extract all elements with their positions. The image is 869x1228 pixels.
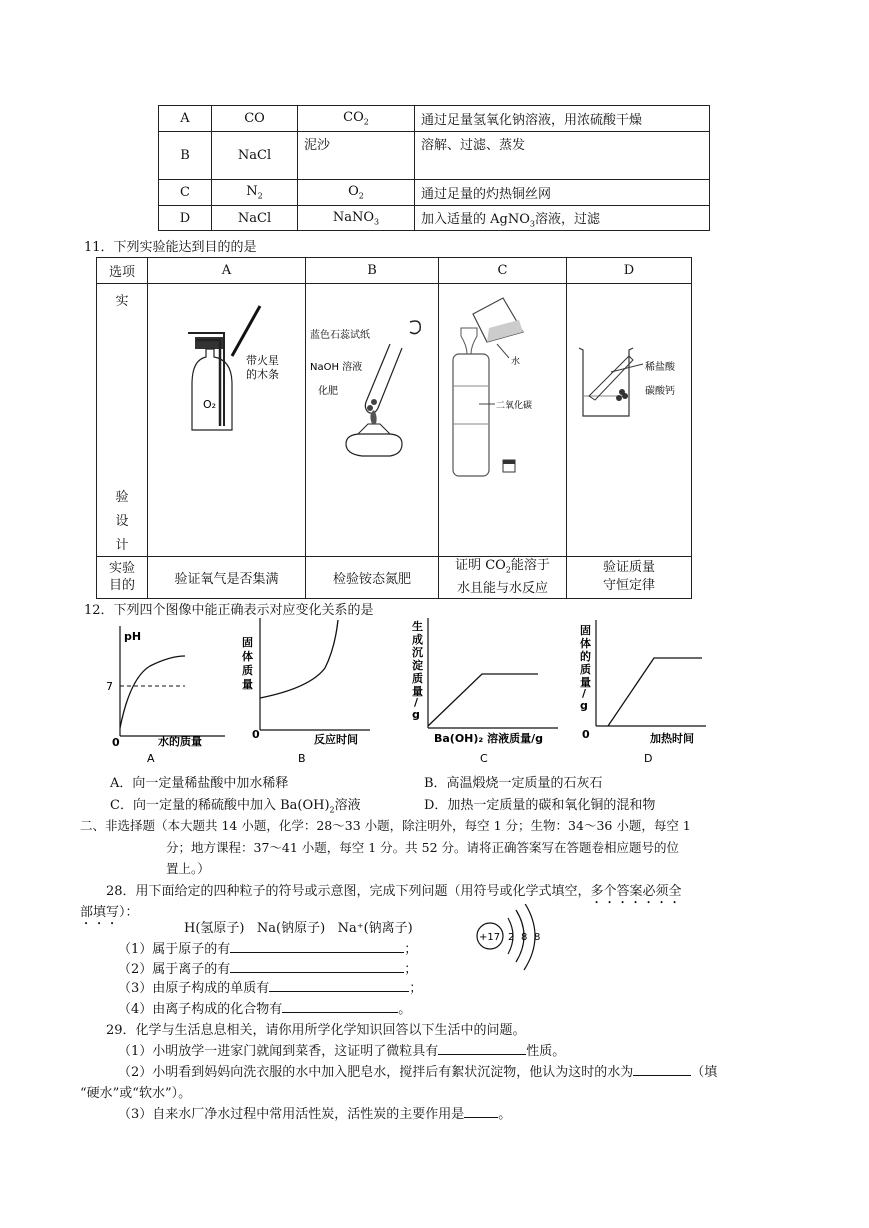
table-row [159,132,710,180]
acid-label: 稀盐酸 [645,362,675,373]
q12-option-b: B．高温煅烧一定质量的石灰石 [424,776,603,791]
purpose-label-cell [97,557,148,599]
purpose-label: 目的 [108,578,135,594]
method-cell: 溶解、过滤、蒸发 [415,132,710,180]
design-label-char: 验 [115,490,129,505]
ph7-mark: 7 [106,680,113,693]
caco3-label: 碳酸钙 [645,386,675,397]
q11-table [96,257,692,599]
answer-blank[interactable] [438,1040,526,1055]
apparatus-d [567,284,692,557]
caco3-solid [619,389,625,395]
design-label-char: 计 [115,538,129,553]
x-label: 水的质量 [158,735,202,748]
design-label-char: 实 [115,294,129,309]
impurity-text: NaNO [332,209,375,225]
plastic-bottle-figure [439,284,554,556]
y-label: 量 [580,676,591,689]
delivery-tube [196,340,220,426]
stem-emphasis: 多个答案必须全 [590,884,682,899]
table-row [97,284,692,557]
impurity-text: 泥沙 [304,138,331,153]
y-label: 量 [412,685,423,698]
table-row [97,557,692,599]
q12-option-a: A．向一定量稀盐酸中加水稀释 [110,776,289,791]
o2-label: O₂ [203,398,217,411]
purpose-d [567,557,692,599]
y-label: 体 [242,650,253,663]
impurity-sub: 2 [358,191,364,201]
y-label: 成 [412,633,423,646]
purpose-text: 验证质量 [602,560,655,576]
impurity-cell [298,180,415,206]
y-label: 体 [580,637,591,650]
q28-stem [106,880,682,907]
curve-a [120,656,185,728]
method-text: 溶液，过滤 [534,211,600,227]
impurity-sub: 2 [363,117,369,127]
impurity-sub: 3 [374,217,380,227]
q28-item-3 [118,977,422,996]
y-label: 固 [242,636,253,649]
glowing-stick [232,306,260,356]
q28-item-4 [118,998,411,1017]
y-label: 固 [580,624,591,637]
chloride-ion-diagram [472,904,552,974]
graph-letter: C [480,752,488,765]
item-text: （3）由原子构成的单质有 [118,981,270,996]
header-cell: B [306,258,439,284]
q28-item-2 [118,958,417,977]
particle-h: H(氢原子) [184,921,245,936]
item-text: 性质。 [526,1044,566,1059]
beaker-figure [567,284,689,556]
item-text: 。 [498,1107,512,1122]
option-cell: D [159,206,212,231]
substance-text: N [246,184,258,200]
q28-stem-cont [80,901,139,928]
substance-cell: NaCl [212,132,298,180]
y-label: 沉 [412,646,423,659]
option-cell: A [159,106,212,132]
substance-cell [212,180,298,206]
origin: 0 [112,736,120,749]
item-end: ； [404,942,418,957]
item-text: （1）小明放学一进家门就闻到菜香，这证明了微粒具有 [118,1044,439,1059]
impurity-cell [298,132,415,180]
curve-c [428,674,538,726]
acid-pointer [611,364,643,372]
impurity-text: CO [343,110,364,126]
answer-blank[interactable] [269,977,409,992]
gas-bottle-figure [148,284,293,556]
answer-blank[interactable] [464,1103,498,1118]
option-sub: 2 [329,805,335,815]
purpose-sub: 2 [505,565,511,575]
stick-label: 的木条 [246,368,279,381]
y-label: 质 [412,672,423,685]
shell-count: 8 [534,932,541,943]
q28-item-1 [118,938,417,957]
table-row [97,258,692,284]
particle-na-ion: Na⁺(钠离子) [337,921,413,936]
y-label: 量 [242,678,253,691]
table-row [159,206,710,231]
q11-stem: 11．下列实验能达到目的的是 [84,240,257,255]
method-sub: 3 [529,219,535,229]
table-row [159,106,710,132]
q10-table [158,105,710,231]
litmus-paper [410,321,420,334]
beaker [579,348,633,416]
header-cell: A [148,258,306,284]
origin: 0 [582,728,590,741]
item-end: ； [409,981,423,996]
item-text: （2）小明看到妈妈向洗衣服的水中加入肥皂水，搅拌后有絮状沉淀物，他认为这时的水为 [118,1065,634,1080]
option-cell: C [159,180,212,206]
co2-label: 二氧化碳 [496,401,533,411]
answer-blank[interactable] [282,998,398,1013]
q29-item-2-cont: “硬水”或“软水”）。 [80,1086,192,1101]
q12-option-c [110,794,361,815]
fertilizer-solid [371,399,377,405]
item-text: （2）属于离子的有 [118,962,231,977]
x-label: 反应时间 [314,733,358,746]
impurity-cell [298,206,415,231]
purpose-text: 证明 CO [455,558,506,573]
graph-b [242,618,370,765]
graph-c [412,618,558,765]
y-label: / [414,696,419,709]
purpose-text: 能溶于 [510,558,550,573]
graph-letter: D [644,752,653,765]
item-text: （4）由离子构成的化合物有 [118,1002,283,1017]
item-end: 。 [398,1002,412,1017]
x-label: 加热时间 [650,732,694,745]
header-cell: 选项 [97,258,148,284]
q29-stem: 29．化学与生活息息相关，请你用所学化学知识回答以下生活中的问题。 [106,1023,526,1038]
fertilizer-label: 化肥 [318,386,338,397]
impurity-text: O [348,184,359,200]
answer-blank[interactable] [230,958,404,973]
graph-a [106,626,225,765]
substance-sub: 2 [257,191,263,201]
particle-list [184,917,413,936]
substance-cell: CO [212,106,298,132]
substance-cell: NaCl [212,206,298,231]
header-cell: C [439,258,567,284]
bottle-neck [461,328,477,354]
y-label: g [412,708,420,721]
y-label: / [582,687,587,700]
design-label-char: 设 [115,514,129,529]
q12-graphs [100,618,710,768]
curve-b [260,620,338,698]
option-text: C．向一定量的稀硫酸中加入 Ba(OH) [110,798,330,813]
q29-item-3 [118,1103,511,1122]
section2-line1: 二、非选择题（本大题共 14 小题，化学：28～33 小题，除注明外，每空 1 分；生物：34～36 小题，每空 1 [80,818,691,833]
answer-blank[interactable] [633,1061,691,1076]
item-end: ； [404,962,418,977]
y-label: g [580,699,588,712]
item-text: （3）自来水厂净水过程中常用活性炭，活性炭的主要作用是 [118,1107,465,1122]
y-label: 质 [242,664,253,677]
particle-na: Na(钠原子) [256,921,326,936]
paper-label: 蓝色石蕊试纸 [310,330,370,341]
impurity-cell [298,106,415,132]
q12-option-d: D．加热一定质量的碳和氧化铜的混和物 [424,798,656,813]
water-label: 水 [511,357,521,367]
table-row [159,180,710,206]
fertilizer-solid [367,405,373,411]
apparatus-a [148,284,306,557]
stem-text: ）： [119,905,139,920]
item-text: （1）属于原子的有 [118,942,231,957]
graph-d [580,620,706,765]
shell-count: 2 [508,932,515,943]
stem-emphasis: 部填写 [80,905,120,920]
water-pointer [497,344,509,358]
purpose-text: 守恒定律 [602,578,655,594]
origin: 0 [252,728,260,741]
apparatus-c [439,284,567,557]
purpose-text: 水且能与水反应 [456,580,548,596]
naoh-label: NaOH 溶液 [310,362,363,373]
bottle-cap-top [503,460,515,464]
stick-label: 带火星 [246,354,279,367]
y-label: 质 [580,663,591,676]
gas-bottle [192,349,232,430]
x-label: Ba(OH)₂ 溶液质量/g [434,732,543,745]
y-label: 的 [580,650,591,663]
alcohol-lamp [346,434,402,456]
answer-blank[interactable] [230,938,404,953]
purpose-a: 验证氧气是否集满 [148,557,306,599]
method-text: 加入适量的 AgNO [421,211,530,227]
method-cell: 通过足量氢氧化钠溶液，用浓硫酸干燥 [415,106,710,132]
option-cell: B [159,132,212,180]
section2-line2: 分；地方课程：37～41 小题，每空 1 分。共 52 分。请将正确答案写在答题卷相应题号的位 [166,840,680,855]
beaker-water [487,320,523,342]
curve-d [608,658,702,726]
option-text: 溶液 [334,798,361,813]
header-cell: D [567,258,692,284]
plastic-bottle [453,354,489,476]
shell-count: 8 [521,932,528,943]
test-tube [365,344,402,413]
purpose-label: 实验 [108,561,135,577]
method-cell [415,206,710,231]
y-label: 淀 [412,659,423,672]
method-cell: 通过足量的灼热铜丝网 [415,180,710,206]
q29-item-1 [118,1040,565,1059]
apparatus-b [306,284,439,557]
lamp-neck [358,424,390,434]
design-label-cell [97,284,148,557]
q12-stem: 12．下列四个图像中能正确表示对应变化关系的是 [84,603,374,618]
purpose-b: 检验铵态氮肥 [306,557,439,599]
nucleus-charge: +17 [479,932,501,943]
graph-letter: B [298,752,306,765]
caco3-solid [616,395,622,401]
stem-text: 28．用下面给定的四种粒子的符号或示意图，完成下列问题（用符号或化学式填空， [106,884,591,899]
section2-line3: 置上。） [166,861,210,876]
y-label: 生 [412,620,423,633]
purpose-c [439,557,567,599]
q29-item-2 [118,1061,717,1080]
graph-letter: A [147,752,155,765]
item-text: （填 [691,1065,718,1080]
y-label: pH [124,630,142,643]
test-tube-figure [306,284,426,556]
